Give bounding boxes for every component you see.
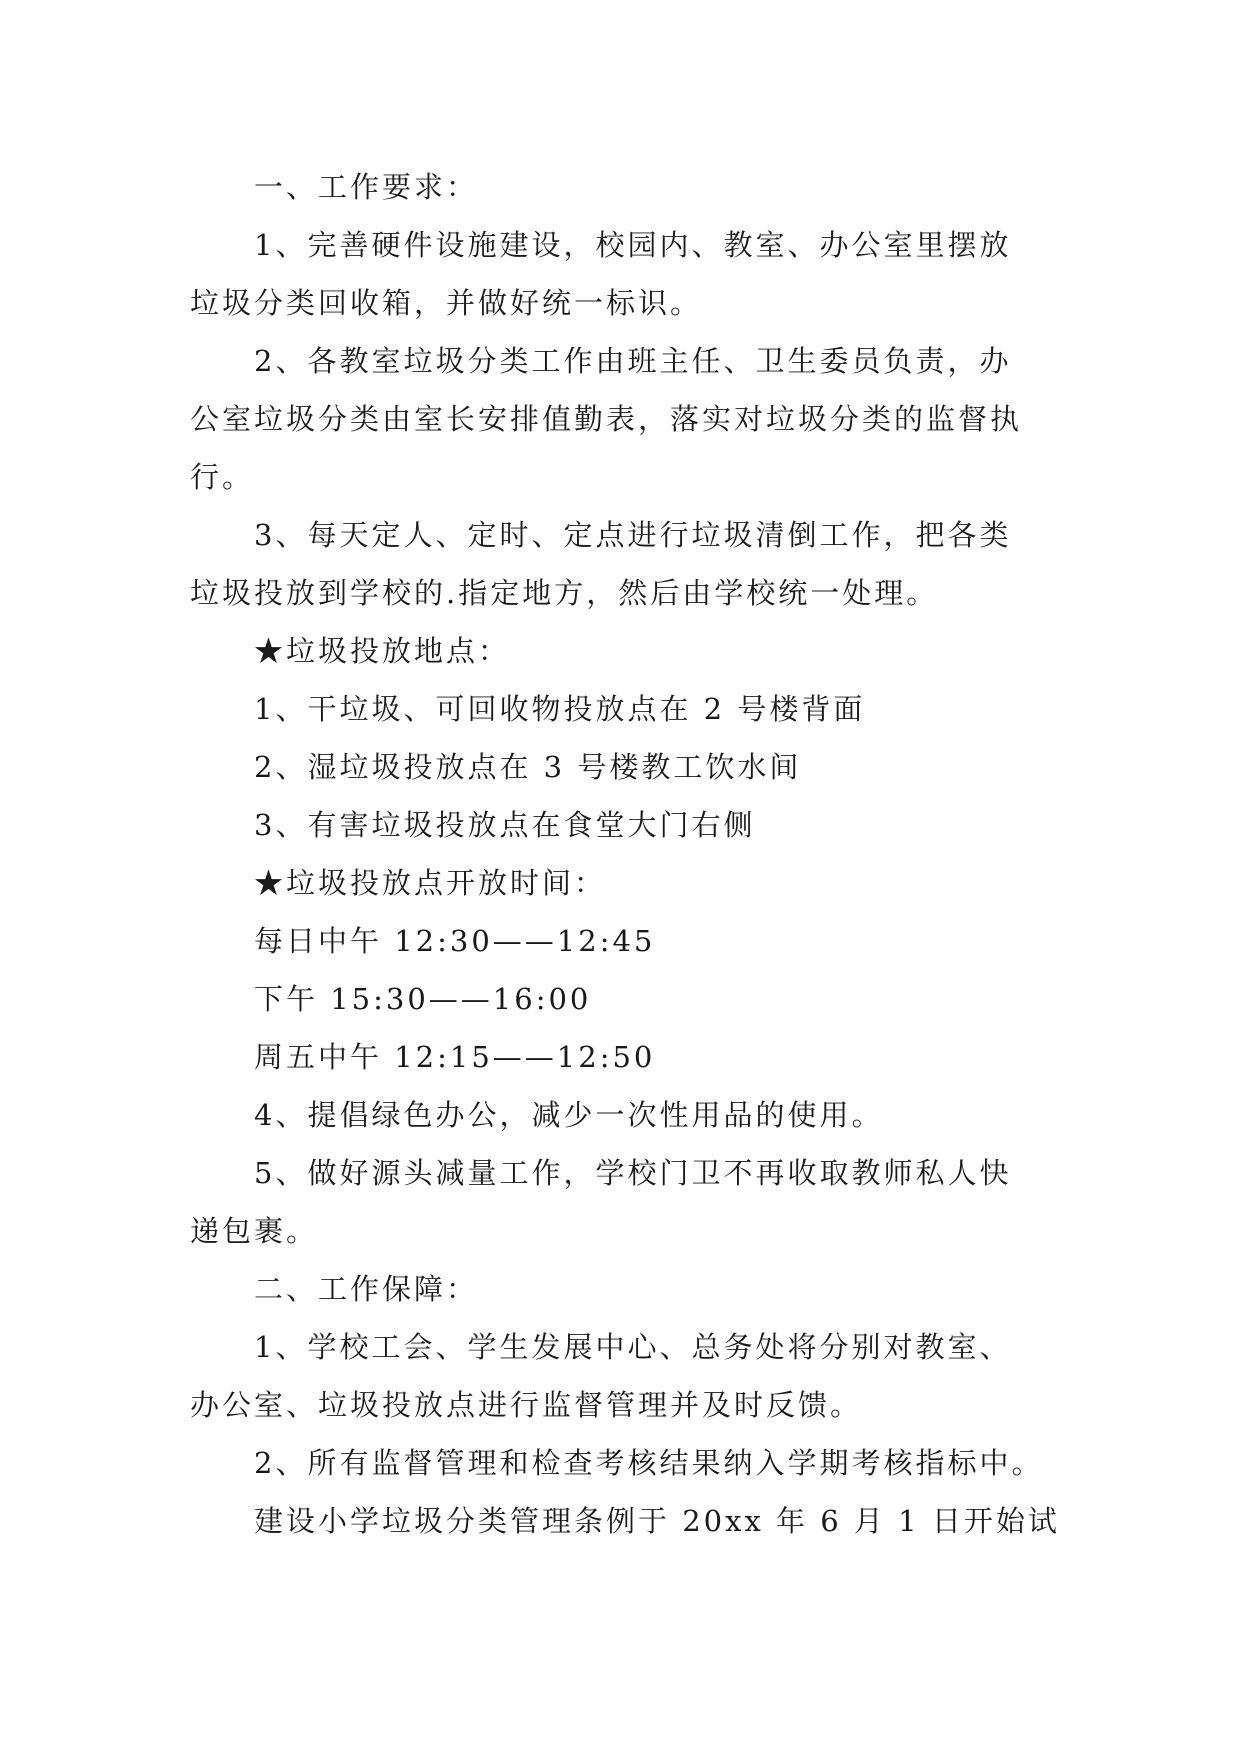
paragraph-line: 5、做好源头减量工作，学校门卫不再收取教师私人快 [254,1156,1012,1190]
paragraph-line: 递包裹。 [190,1214,319,1248]
list-item: 3、有害垃圾投放点在食堂大门右侧 [254,808,756,842]
list-item: 1、干垃圾、可回收物投放点在 2 号楼背面 [254,692,866,726]
paragraph-line: 公室垃圾分类由室长安排值勤表，落实对垃圾分类的监督执 [190,402,1023,436]
section-heading-work-requirements: 一、工作要求： [254,170,479,204]
subheading-disposal-locations: ★垃圾投放地点： [254,634,511,668]
paragraph-line: 2、各教室垃圾分类工作由班主任、卫生委员负责，办 [254,344,1012,378]
paragraph-line: 行。 [190,460,255,494]
section-heading-work-guarantee: 二、工作保障： [254,1272,479,1306]
schedule-line: 周五中午 12:15——12:50 [254,1040,656,1074]
paragraph-line: 建设小学垃圾分类管理条例于 20xx 年 6 月 1 日开始试 [254,1504,1060,1538]
paragraph-line: 3、每天定人、定时、定点进行垃圾清倒工作，把各类 [254,518,1012,552]
schedule-line: 下午 15:30——16:00 [254,982,592,1016]
paragraph-line: 垃圾投放到学校的.指定地方，然后由学校统一处理。 [190,576,939,610]
list-item: 2、湿垃圾投放点在 3 号楼教工饮水间 [254,750,802,784]
paragraph-line: 办公室、垃圾投放点进行监督管理并及时反馈。 [190,1388,863,1422]
subheading-opening-hours: ★垃圾投放点开放时间： [254,866,607,900]
document-body [190,158,1060,1550]
paragraph-line: 垃圾分类回收箱，并做好统一标识。 [190,286,703,320]
paragraph-line: 4、提倡绿色办公，减少一次性用品的使用。 [254,1098,884,1132]
schedule-line: 每日中午 12:30——12:45 [254,924,656,958]
paragraph-line: 1、学校工会、学生发展中心、总务处将分别对教室、 [254,1330,1012,1364]
paragraph-line: 2、所有监督管理和检查考核结果纳入学期考核指标中。 [254,1446,1044,1480]
paragraph-line: 1、完善硬件设施建设，校园内、教室、办公室里摆放 [254,228,1012,262]
